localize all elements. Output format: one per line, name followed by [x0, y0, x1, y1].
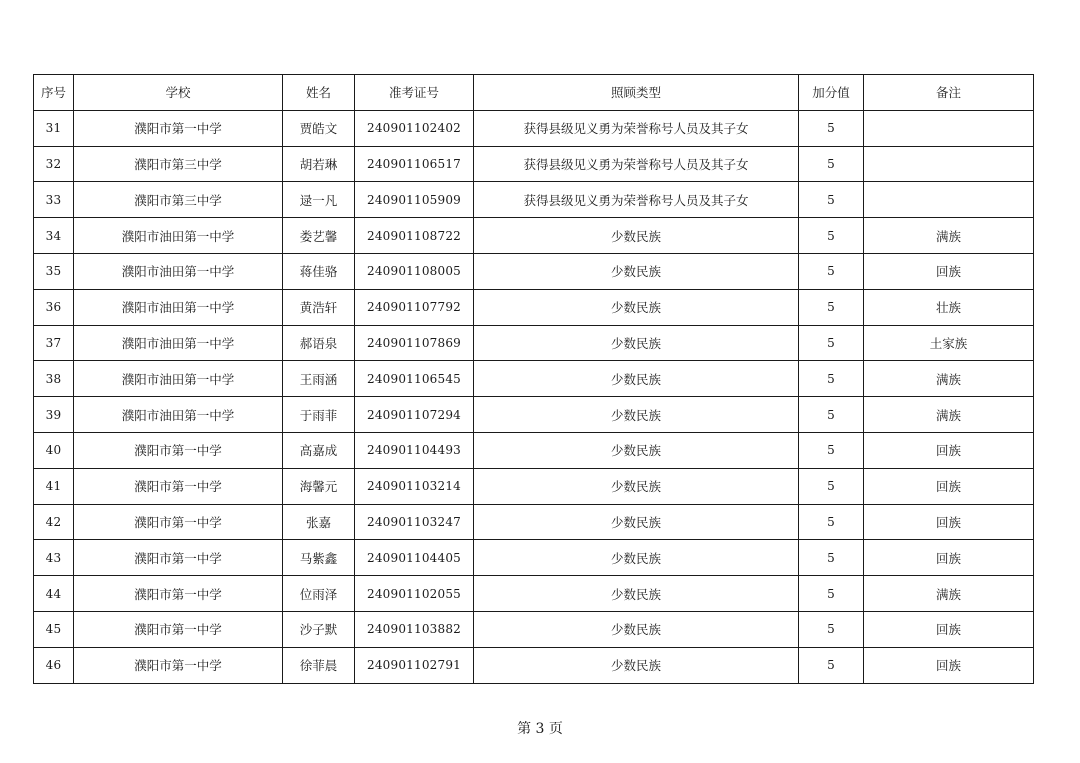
cell-care-type: 少数民族: [474, 432, 799, 468]
cell-school: 濮阳市第一中学: [74, 432, 283, 468]
cell-bonus: 5: [799, 110, 864, 146]
cell-care-type: 少数民族: [474, 253, 799, 289]
table-row: [34, 611, 1034, 647]
cell-school: 濮阳市第一中学: [74, 647, 283, 683]
cell-care-type: 少数民族: [474, 540, 799, 576]
cell-seq: 34: [34, 218, 74, 254]
cell-care-type: 少数民族: [474, 361, 799, 397]
cell-bonus: 5: [799, 540, 864, 576]
header-seq: 序号: [34, 75, 74, 111]
cell-school: 濮阳市第一中学: [74, 576, 283, 612]
header-bonus: 加分值: [799, 75, 864, 111]
cell-remark: 回族: [864, 611, 1034, 647]
cell-care-type: 少数民族: [474, 468, 799, 504]
table-row: [34, 289, 1034, 325]
header-remark: 备注: [864, 75, 1034, 111]
cell-care-type: 获得县级见义勇为荣誉称号人员及其子女: [474, 182, 799, 218]
cell-exam-id: 240901106545: [355, 361, 474, 397]
cell-remark: [864, 146, 1034, 182]
cell-care-type: 少数民族: [474, 289, 799, 325]
table-body: [34, 110, 1034, 683]
cell-name: 海馨元: [283, 468, 355, 504]
cell-care-type: 少数民族: [474, 504, 799, 540]
bonus-table: [33, 74, 1034, 684]
cell-school: 濮阳市油田第一中学: [74, 289, 283, 325]
cell-exam-id: 240901102402: [355, 110, 474, 146]
cell-seq: 40: [34, 432, 74, 468]
header-care-type: 照顾类型: [474, 75, 799, 111]
cell-remark: 满族: [864, 397, 1034, 433]
cell-name: 贾皓文: [283, 110, 355, 146]
cell-seq: 39: [34, 397, 74, 433]
cell-seq: 44: [34, 576, 74, 612]
cell-school: 濮阳市第三中学: [74, 182, 283, 218]
cell-remark: 土家族: [864, 325, 1034, 361]
cell-exam-id: 240901105909: [355, 182, 474, 218]
cell-name: 高嘉成: [283, 432, 355, 468]
header-exam-id: 准考证号: [355, 75, 474, 111]
cell-seq: 33: [34, 182, 74, 218]
cell-care-type: 少数民族: [474, 611, 799, 647]
cell-bonus: 5: [799, 218, 864, 254]
cell-name: 沙子默: [283, 611, 355, 647]
cell-remark: 回族: [864, 647, 1034, 683]
table-row: [34, 576, 1034, 612]
cell-bonus: 5: [799, 361, 864, 397]
cell-remark: [864, 182, 1034, 218]
table-row: [34, 182, 1034, 218]
table-row: [34, 397, 1034, 433]
table-row: [34, 468, 1034, 504]
cell-school: 濮阳市第一中学: [74, 110, 283, 146]
cell-seq: 42: [34, 504, 74, 540]
cell-school: 濮阳市油田第一中学: [74, 361, 283, 397]
cell-name: 黄浩轩: [283, 289, 355, 325]
cell-bonus: 5: [799, 647, 864, 683]
cell-exam-id: 240901108005: [355, 253, 474, 289]
cell-remark: 回族: [864, 540, 1034, 576]
cell-exam-id: 240901104493: [355, 432, 474, 468]
table-row: [34, 361, 1034, 397]
cell-seq: 35: [34, 253, 74, 289]
table-row: [34, 146, 1034, 182]
cell-remark: 满族: [864, 576, 1034, 612]
cell-school: 濮阳市油田第一中学: [74, 218, 283, 254]
cell-school: 濮阳市第一中学: [74, 540, 283, 576]
page-number: 第 3 页: [517, 721, 563, 737]
cell-bonus: 5: [799, 182, 864, 218]
cell-care-type: 获得县级见义勇为荣誉称号人员及其子女: [474, 146, 799, 182]
cell-exam-id: 240901106517: [355, 146, 474, 182]
cell-name: 于雨菲: [283, 397, 355, 433]
cell-name: 位雨泽: [283, 576, 355, 612]
cell-name: 逯一凡: [283, 182, 355, 218]
cell-bonus: 5: [799, 468, 864, 504]
cell-exam-id: 240901107792: [355, 289, 474, 325]
cell-name: 胡若琳: [283, 146, 355, 182]
header-name: 姓名: [283, 75, 355, 111]
cell-school: 濮阳市油田第一中学: [74, 325, 283, 361]
table-row: [34, 253, 1034, 289]
cell-bonus: 5: [799, 325, 864, 361]
cell-seq: 32: [34, 146, 74, 182]
table-row: [34, 218, 1034, 254]
cell-seq: 43: [34, 540, 74, 576]
cell-bonus: 5: [799, 253, 864, 289]
cell-school: 濮阳市第一中学: [74, 468, 283, 504]
cell-bonus: 5: [799, 504, 864, 540]
cell-school: 濮阳市油田第一中学: [74, 397, 283, 433]
header-row: [34, 75, 1034, 111]
table-row: [34, 432, 1034, 468]
table-row: [34, 110, 1034, 146]
table-row: [34, 504, 1034, 540]
cell-school: 濮阳市第三中学: [74, 146, 283, 182]
cell-school: 濮阳市第一中学: [74, 611, 283, 647]
cell-bonus: 5: [799, 289, 864, 325]
cell-seq: 31: [34, 110, 74, 146]
cell-exam-id: 240901108722: [355, 218, 474, 254]
cell-exam-id: 240901107869: [355, 325, 474, 361]
cell-exam-id: 240901103214: [355, 468, 474, 504]
cell-remark: 回族: [864, 432, 1034, 468]
score-bonus-table-page: [33, 74, 1033, 684]
table-row: [34, 325, 1034, 361]
cell-name: 蒋佳骆: [283, 253, 355, 289]
cell-care-type: 少数民族: [474, 325, 799, 361]
cell-seq: 37: [34, 325, 74, 361]
cell-remark: 满族: [864, 361, 1034, 397]
cell-care-type: 少数民族: [474, 397, 799, 433]
cell-bonus: 5: [799, 146, 864, 182]
cell-remark: [864, 110, 1034, 146]
cell-school: 濮阳市第一中学: [74, 504, 283, 540]
cell-name: 徐菲晨: [283, 647, 355, 683]
cell-exam-id: 240901102791: [355, 647, 474, 683]
table-row: [34, 647, 1034, 683]
cell-exam-id: 240901103882: [355, 611, 474, 647]
cell-name: 张嘉: [283, 504, 355, 540]
cell-seq: 36: [34, 289, 74, 325]
cell-exam-id: 240901107294: [355, 397, 474, 433]
cell-seq: 38: [34, 361, 74, 397]
table-row: [34, 540, 1034, 576]
cell-seq: 45: [34, 611, 74, 647]
cell-remark: 满族: [864, 218, 1034, 254]
cell-bonus: 5: [799, 397, 864, 433]
cell-exam-id: 240901104405: [355, 540, 474, 576]
cell-bonus: 5: [799, 432, 864, 468]
header-school: 学校: [74, 75, 283, 111]
cell-name: 马紫鑫: [283, 540, 355, 576]
cell-care-type: 少数民族: [474, 218, 799, 254]
cell-care-type: 获得县级见义勇为荣誉称号人员及其子女: [474, 110, 799, 146]
cell-name: 娄艺馨: [283, 218, 355, 254]
cell-remark: 回族: [864, 253, 1034, 289]
cell-name: 王雨涵: [283, 361, 355, 397]
cell-name: 郝语泉: [283, 325, 355, 361]
cell-seq: 41: [34, 468, 74, 504]
cell-remark: 回族: [864, 468, 1034, 504]
cell-exam-id: 240901102055: [355, 576, 474, 612]
cell-care-type: 少数民族: [474, 576, 799, 612]
cell-school: 濮阳市油田第一中学: [74, 253, 283, 289]
cell-bonus: 5: [799, 611, 864, 647]
cell-remark: 回族: [864, 504, 1034, 540]
cell-seq: 46: [34, 647, 74, 683]
cell-remark: 壮族: [864, 289, 1034, 325]
cell-bonus: 5: [799, 576, 864, 612]
cell-exam-id: 240901103247: [355, 504, 474, 540]
cell-care-type: 少数民族: [474, 647, 799, 683]
